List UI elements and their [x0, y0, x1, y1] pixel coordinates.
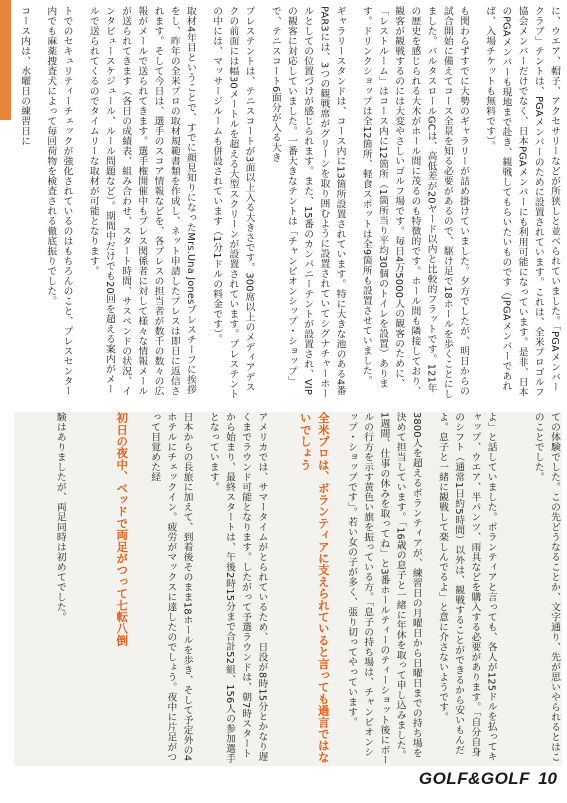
text-column: プレステントは、テニスコートが3面以上入る大きさです。300席以上のメディアデスクの前面には幅30メートルを超える大型スクリーンが設置されています。プレステントの中には、マッサージルームも併設されています（1分1ドルの料金です）。 [211, 6, 255, 399]
text-column: コース内は、水曜日の練習日に [19, 6, 31, 146]
text-column: トでのセキュリティーチェックが強化されているのはもちろんのこと、プレスセンター内でも麻薬捜査犬によって毎回荷物を検査される徹底振りでした。 [45, 6, 73, 396]
text-column: ての体験でした。この先どうなることか、文字通り、先が思いやられるとはこのことでした。 [532, 412, 560, 762]
text-column: 取材4年目ということで、すでに顔見知りになったMrs.Una Jonesプレスチーフに挨拶をし、昨年の全米プロの取材規範書類を作成し、ネット申請したプレスは即日に返信されます。そして今日は、選手のスコア情報などを、各プレスの担当者が数千の数々の広報がメールで送られてきます。選手権開催中もプレス関係者に対して様々な情報メールが送られてきます（各日の成績表、組み合わせ、スタート時間、サスペンドの状況、インタビュースケジュール、ルール問題など）。期間中だけでも20回を超える案内がメールで送られてくるのでタイムリーな取材が可能となります。 [87, 6, 196, 396]
text-column: 3800人を超えるボランティアが、練習日の月曜日から日曜日までの持ち場を決めて担当しています。「16歳の息子と一緒に年休を取って申し込みました。1週間、仕事の休みを取ってね」と3番ホールティーのティーショット後にボールの行方を示す黄色い旗を振っている方。「息子の持ち場は、チャンピオンシップ・ショップです」。若い女の子が多く、張り切ってやっています。 [345, 412, 422, 765]
section-heading [78, 412, 131, 766]
text-column: も関わらずすでに大勢のギャラリーが詰め掛けていました。夕方でしたが、明日からの試合開始に備えてコース全景を知る必要があるので、駆け足で18ホールを歩くことにしました。バルタスロールGCは、高低差が20ヤード以内と比較的フラットです。121年の歴史を感じられる大木がホール間に茂るのも特徴的です。ホール間も隣接しており、観客が観戦するのには大変やさしいゴルフ場です。毎日4万5000人の観客のために、「レストルーム」はコース内に12箇所（1箇所当り平均30個のトイレを設置）あります。ドリンクショップは全12箇所、軽食スポットは全9箇所も設置させていました。 [360, 6, 469, 399]
heading-cramp: 初日の夜中、ベッドで両足がつって七転八倒 [115, 412, 130, 646]
bottom-tier [14, 412, 562, 766]
magazine-logo: GOLF&GOLF [418, 769, 531, 788]
page-number: 10 [538, 769, 557, 788]
section-heading [279, 412, 332, 766]
orange-edge-bar [0, 0, 11, 120]
text-column: に、ウエア、帽子、アクセサリーなどが所狭しと並べられていました。「PGAメンバークラブ」テントは、PGAメンバーのために設置されています。これは、全米プロゴルフ協会メンバーだけでなく、日本PGAメンバーにも利用可能になっています。是非、日本のPGAメンバーも現地まで赴き、観戦してもらいたいものです（JPGAメンバーであれば、入場チケットも無料です）。 [484, 6, 560, 397]
heading-volunteers: 全米プロは、ボランティアに支えられていると言っても過言ではないでしょう [298, 412, 331, 763]
article-page [14, 6, 562, 766]
text-column: よ」と話していました。ボランティアと言っても、各人が125ドルを払ってキャップ、ウエア、半パンツ、雨具などを購入する必要があります。「自分自身のシフト（通常1日約5時間）以外は、観戦することができるから安いもんだよ。息子と一緒に観戦して楽しんでるよ」と意に介さないようです。 [437, 412, 497, 762]
text-column: 験はありましたが、両足同時は初めてでした。 [54, 412, 66, 622]
text-column: 日本からの長旅に加えて、到着後そのまま18ホールを歩き、そして予定外の4ホテルにチェックイン。疲労がマックスに達したのでしょう。夜中に片足がつって目覚めた経 [149, 412, 193, 762]
text-column: アメリカでは、サマータイムがとられているため、日没が8時15分とかなり遅くまでラウンド可能となります。したがって予選ラウンドは、朝7時スタートから始まり、最終スタートは、午後2時15分まで合計52組、156人の参加選手となっています。 [207, 412, 268, 764]
page-footer [419, 769, 557, 789]
top-tier [14, 6, 562, 399]
text-column: ギャラリースタンドは、コース内に13箇所設置されています。特に大きな池のある4番PAR3には、3つの観戦席がグリーンを取り囲むように設置されていてシグナチャーホールとしての位置づけが感じられます。また、15番のカンパニーテントが設置され、VIPの観客に対応していました。一番大きなテントは「チャンピオンシップ・ショップ」で、テニスコート6面分が入る大き [269, 6, 346, 399]
